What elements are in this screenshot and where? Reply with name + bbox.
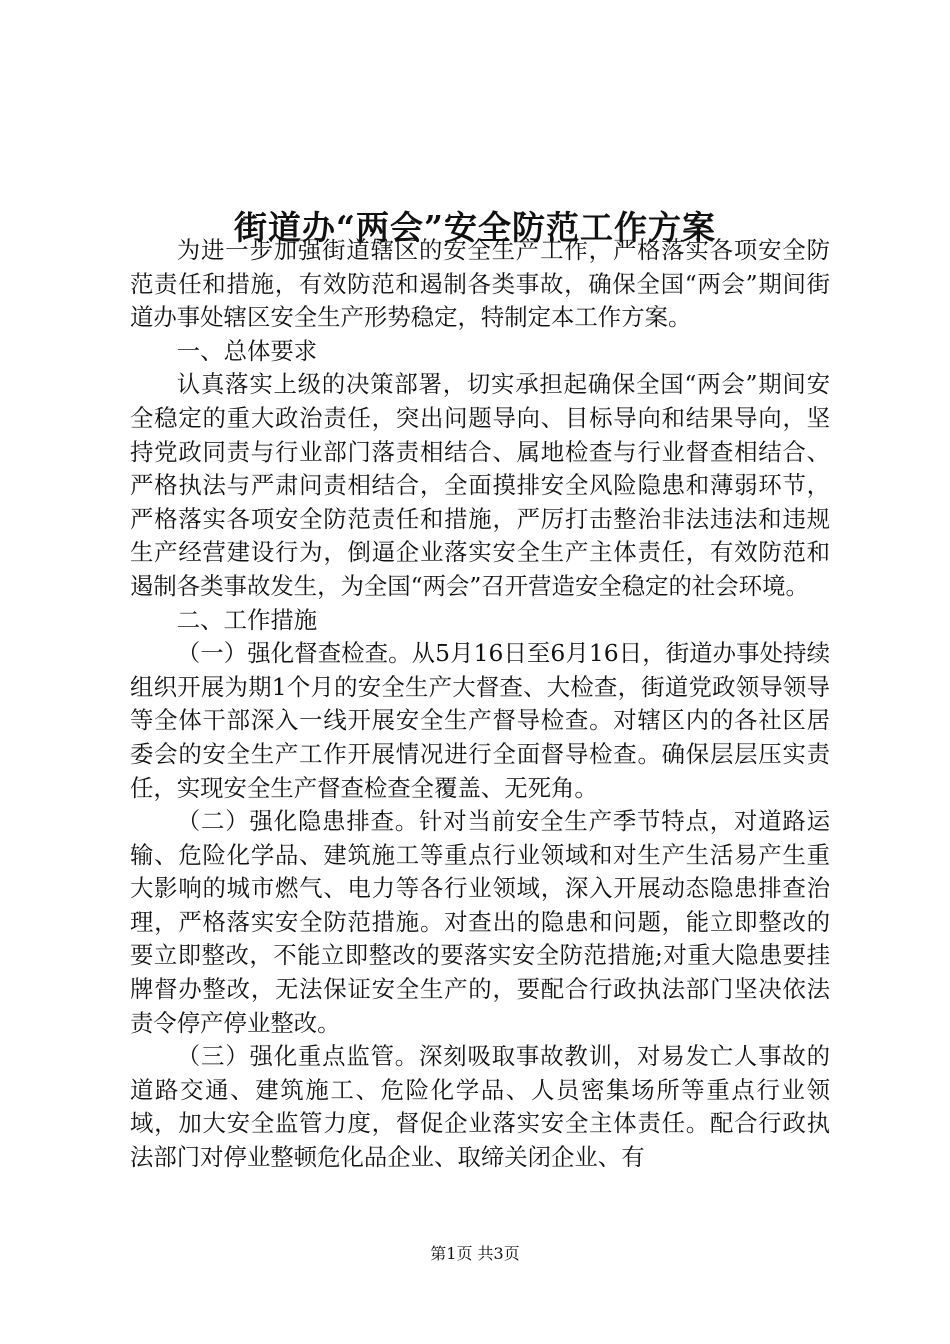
measure-1-paragraph: （一）强化督查检查。从5月16日至6月16日，街道办事处持续组织开展为期1个月的安全生产大督查、大检查，街道党政领导领导等全体干部深入一线开展安全生产督导检查。对辖区内的各社区居委会的安全生产工作开展情况进行全面督导检查。确保层层压实责任，实现安全生产督查检查全覆盖、无死角。	[130, 639, 830, 802]
measure-3-paragraph: （三）强化重点监管。深刻吸取事故教训，对易发亡人事故的道路交通、建筑施工、危险化学品、人员密集场所等重点行业领域，加大安全监管力度，督促企业落实安全主体责任。配合行政执法部门对停业整顿危化品企业、取缔关闭企业、有	[130, 1042, 830, 1172]
section-heading-work-measures: 二、工作措施	[176, 605, 318, 634]
measure-2-paragraph: （二）强化隐患排查。针对当前安全生产季节特点，对道路运输、危险化学品、建筑施工等重点行业领域和对生产生活易产生重大影响的城市燃气、电力等各行业领域，深入开展动态隐患排查治理，严格落实安全防范措施。对查出的隐患和问题，能立即整改的要立即整改，不能立即整改的要落实安全防范措施;对重大隐患要挂牌督办整改，无法保证安全生产的，要配合行政执法部门坚决依法责令停产停业整改。	[130, 807, 830, 1037]
document-body	[130, 234, 830, 1175]
section-heading-general-requirements: 一、总体要求	[176, 336, 318, 365]
general-requirements-paragraph: 认真落实上级的决策部署，切实承担起确保全国“两会”期间安全稳定的重大政治责任，突出问题导向、目标导向和结果导向，坚持党政同责与行业部门落责相结合、属地检查与行业督查相结合、严格执法与严肃问责相结合，全面摸排安全风险隐患和薄弱环节，严格落实各项安全防范责任和措施，严厉打击整治非法违法和违规生产经营建设行为，倒逼企业落实安全生产主体责任，有效防范和遏制各类事故发生，为全国“两会”召开营造安全稳定的社会环境。	[130, 370, 830, 600]
document-title: 街道办“两会”安全防范工作方案	[234, 208, 716, 248]
page-footer	[0, 1243, 950, 1265]
intro-paragraph: 为进一步加强街道辖区的安全生产工作，严格落实各项安全防范责任和措施，有效防范和遏制各类事故，确保全国“两会”期间街道办事处辖区安全生产形势稳定，特制定本工作方案。	[130, 236, 830, 332]
page-number: 第1页 共3页	[430, 1244, 520, 1263]
